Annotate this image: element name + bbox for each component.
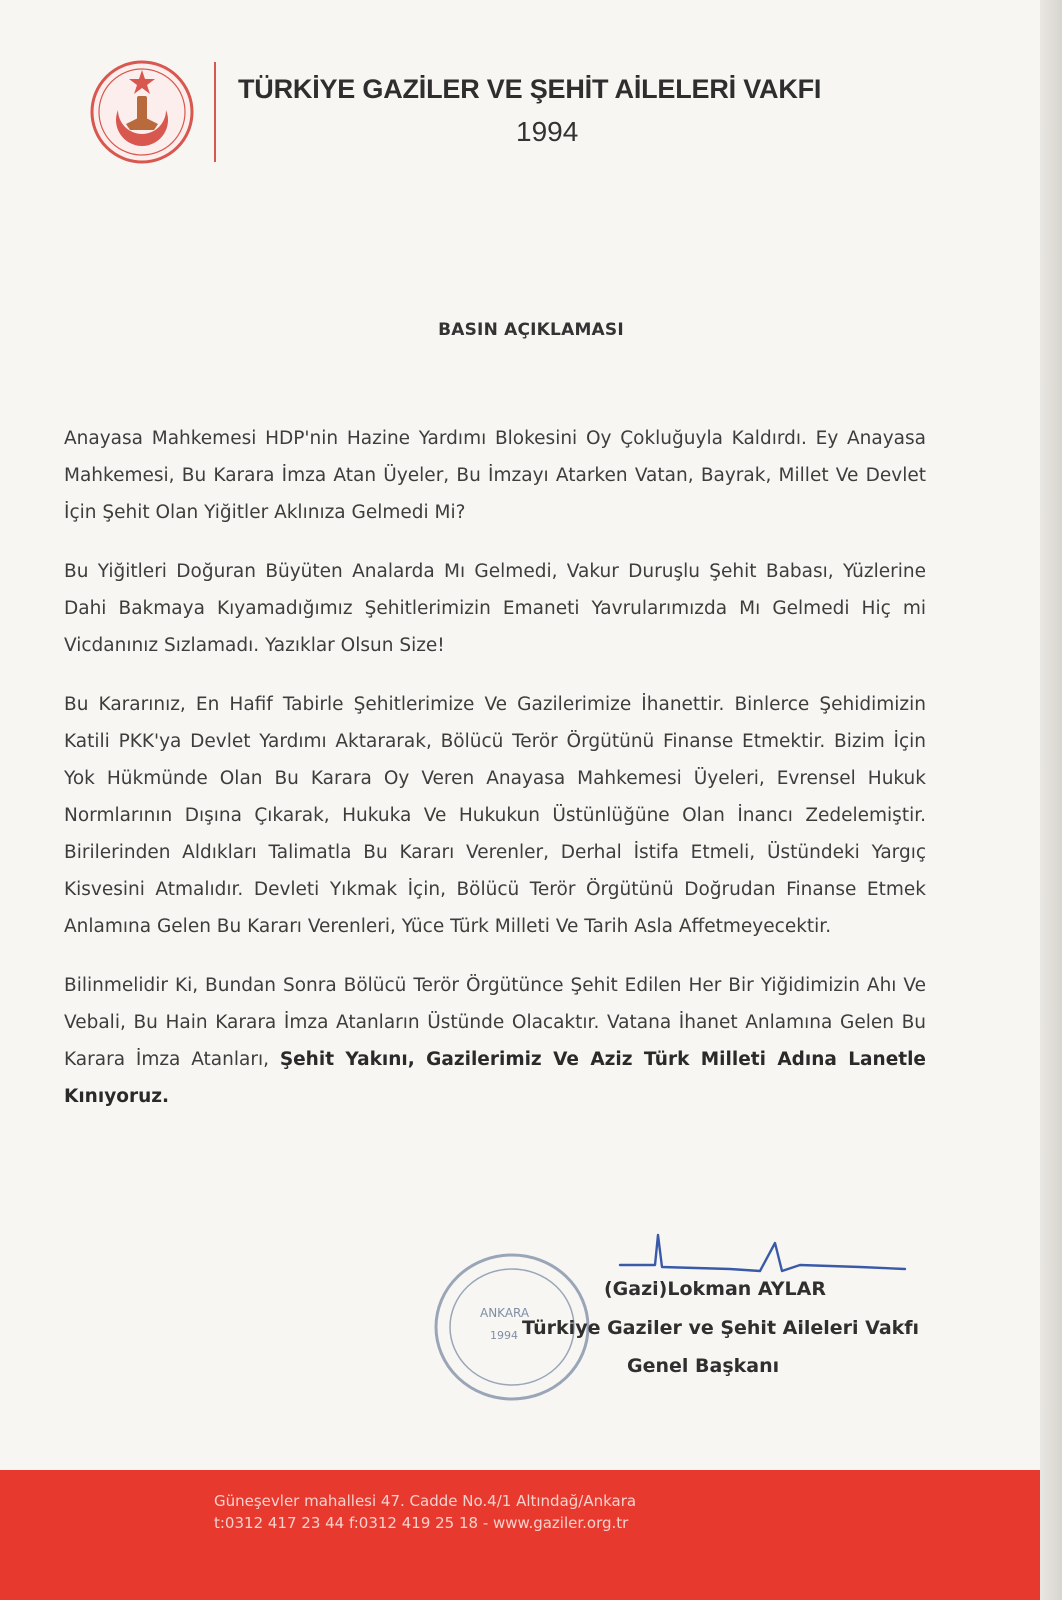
footer-contact: t:0312 417 23 44 f:0312 419 25 18 - www.gaziler.org.tr [214,1514,629,1532]
organization-year: 1994 [516,116,579,147]
paragraph-3: Bu Kararınız, En Hafif Tabirle Şehitlerimize Ve Gazilerimize İhanettir. Binlerce Şehidimizin Katili PKK'ya Devlet Yardımı Aktararak, Bölücü Terör Örgütünü Finanse Etmektir. Bizim İçin Yok Hükmünde Olan Bu Karara Oy Veren Anayasa Mahkemesi Üyeleri, Evrensel Hukuk Normlarının Dışına Çıkarak, Hukuka Ve Hukukun Üstünlüğüne Olan İnancı Zedelemiştir. Birilerinden Aldıkları Talimatla Bu Kararı Verenler, Derhal İstifa Etmeli, Üstündeki Yargıç Kisvesini Atmalıdır. Devleti Yıkmak İçin, Bölücü Terör Örgütünü Doğrudan Finanse Etmek Anlamına Gelen Bu Kararı Verenleri, Yüce Türk Milleti Ve Tarih Asla Affetmeyecektir. [64,694,926,937]
letterhead-divider [214,62,216,162]
stamp-year: 1994 [490,1329,518,1342]
organization-name: TÜRKİYE GAZİLER VE ŞEHİT AİLELERİ VAKFI [238,74,822,104]
signer-organization: Türkiye Gaziler ve Şehit Aileleri Vakfı [522,1317,920,1339]
paragraph-1: Anayasa Mahkemesi HDP'nin Hazine Yardımı Blokesini Oy Çokluğuyla Kaldırdı. Ey Anayasa Mahkemesi, Bu Karara İmza Atan Üyeler, Bu İmzayı Atarken Vatan, Bayrak, Millet Ve Devlet İçin Şehit Olan Yiğitler Aklınıza Gelmedi Mi? [64,428,926,523]
footer-address: Güneşevler mahallesi 47. Cadde No.4/1 Altındağ/Ankara [214,1492,637,1510]
footer-band [0,1470,1040,1600]
crescent-star-logo-icon [88,58,196,166]
letterhead [88,58,948,168]
page-edge-shadow [1040,0,1062,1600]
signature-block [430,1225,950,1415]
signer-name: (Gazi)Lokman AYLAR [604,1278,826,1300]
document-title: BASIN AÇIKLAMASI [438,320,624,341]
press-release-body [64,420,926,1137]
paragraph-4-bold: Şehit Yakını, Gazilerimiz Ve Aziz Türk Milleti Adına Lanetle Kınıyoruz. [64,1049,926,1107]
stamp-city: ANKARA [480,1306,530,1320]
paragraph-2: Bu Yiğitleri Doğuran Büyüten Analarda Mı Gelmedi, Vakur Duruşlu Şehit Babası, Yüzlerine Dahi Bakmaya Kıyamadığımız Şehitlerimizin Emaneti Yavrularımızda Mı Gelmedi Hiç mi Vicdanınız Sızlamadı. Yazıklar Olsun Size! [64,561,926,656]
paragraph-4 [64,967,926,1115]
paragraph-4-plain: Bilinmelidir Ki, Bundan Sonra Bölücü Terör Örgütünce Şehit Edilen Her Bir Yiğidimizin Ahı Ve Vebali, Bu Hain Karara İmza Atanların Üstünde Olacaktır. Vatana İhanet Anlamına Gelen Bu Karara İmza Atanları, [64,975,926,1070]
signer-title: Genel Başkanı [627,1355,780,1377]
